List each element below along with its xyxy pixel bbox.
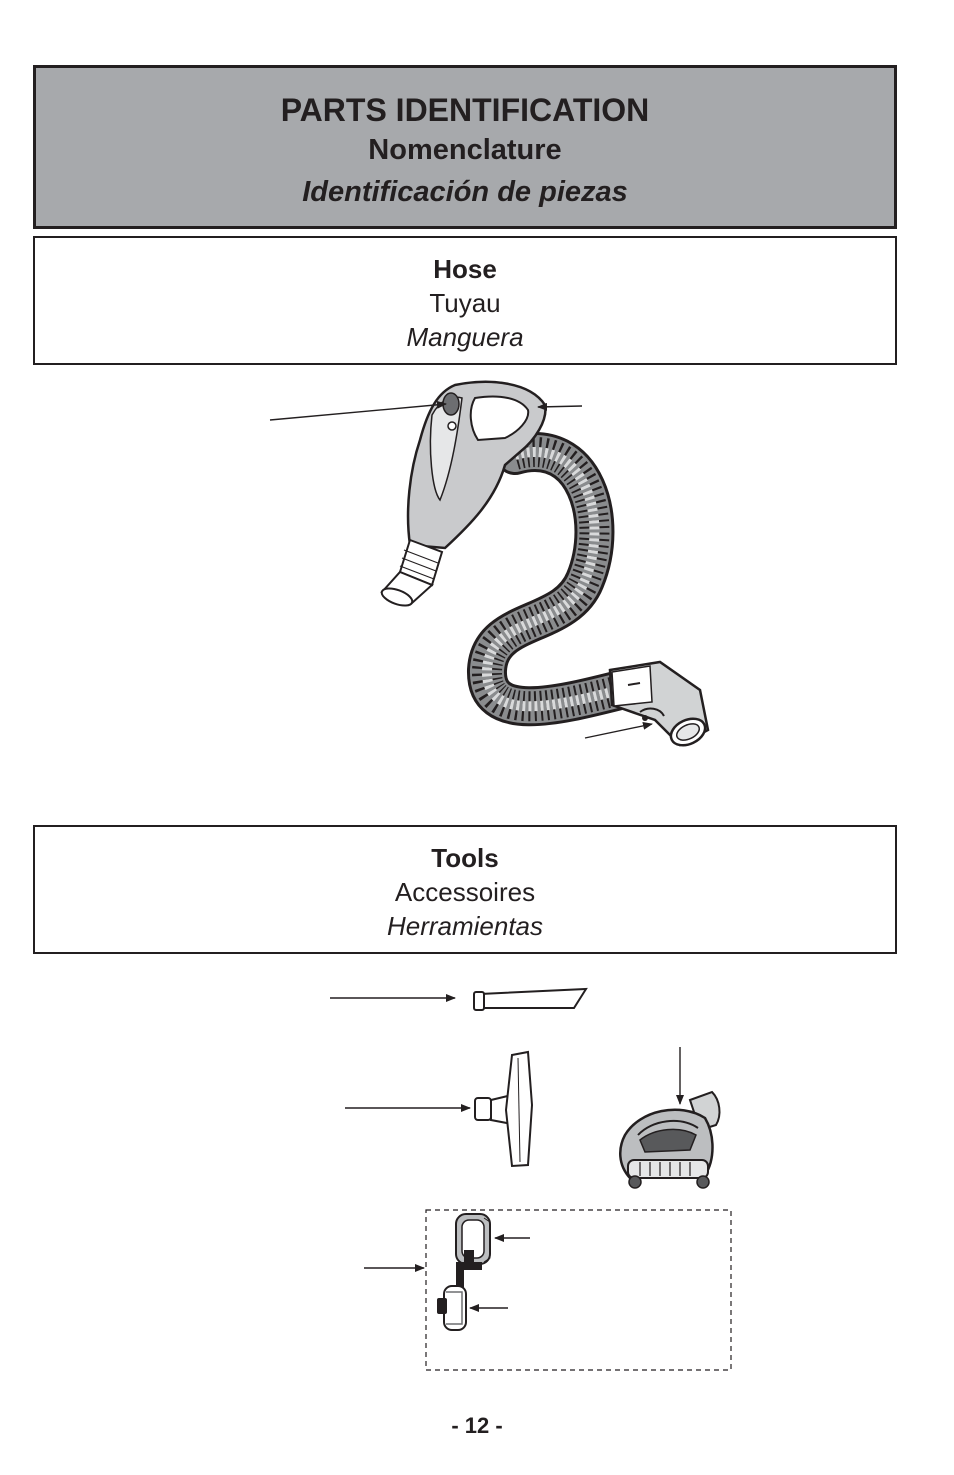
hose-label-french: Tuyau (429, 288, 501, 318)
tools-label-spanish: Herramientas (386, 911, 544, 941)
page-title: PARTS IDENTIFICATION (280, 92, 650, 128)
hose-label-spanish: Manguera (406, 322, 524, 352)
page-title-spanish: Identificación de piezas (302, 176, 628, 208)
page-number: - 12 - (451, 1413, 503, 1438)
turbo-brush-icon (620, 1047, 719, 1188)
hose-label-english: Hose (433, 254, 497, 284)
dusting-brush-group (364, 1210, 731, 1370)
upholstery-tool-icon (345, 1052, 532, 1166)
hose-illustration (270, 382, 709, 751)
tools-label-english: Tools (431, 843, 499, 873)
brush-adapter-icon (437, 1286, 466, 1330)
crevice-tool-icon (330, 989, 586, 1010)
page-title-french: Nomenclature (368, 134, 562, 166)
tools-label-french: Accessoires (394, 877, 536, 907)
